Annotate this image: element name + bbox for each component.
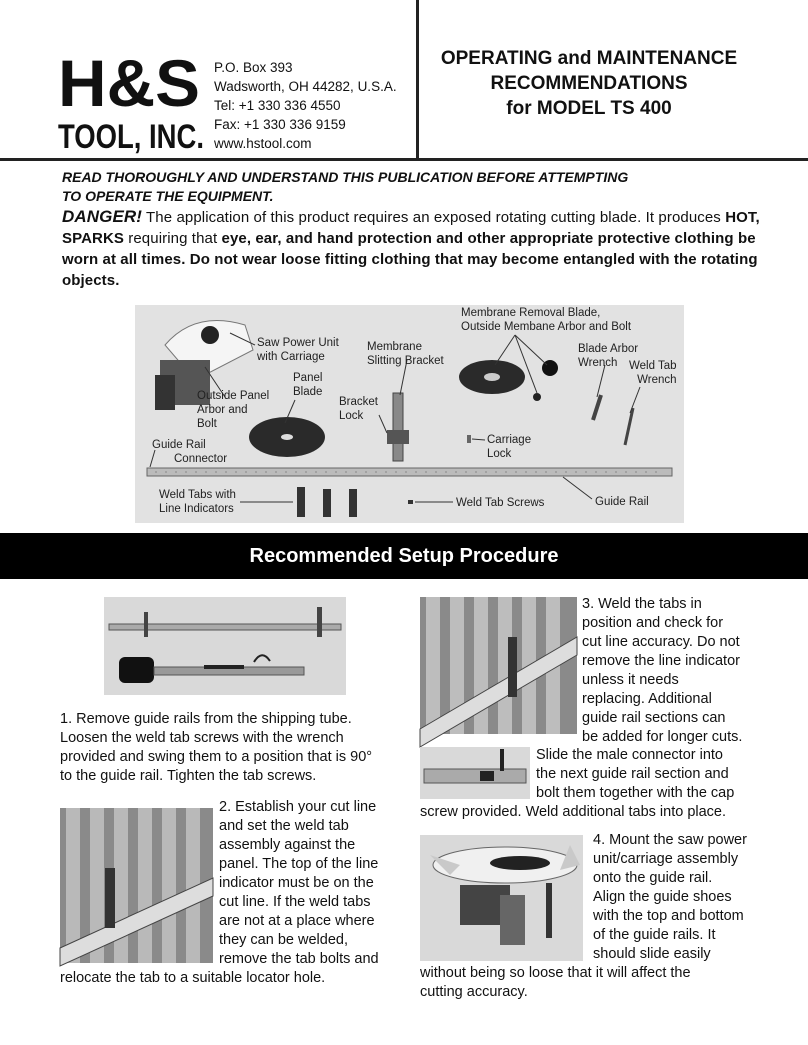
company-logo [58, 46, 208, 156]
step1-illustration [104, 597, 346, 695]
title-line-2: RECOMMENDATIONS [490, 73, 688, 94]
label-outside-panel: Outside Panel Arbor and Bolt [197, 390, 270, 430]
warning-line-1: READ THOROUGHLY AND UNDERSTAND THIS PUBLICATION BEFORE ATTEMPTING [62, 169, 629, 185]
step4-photo [420, 835, 583, 961]
logo-top: H&S [58, 46, 200, 120]
read-warning [62, 168, 762, 206]
label-bracket-lock: Bracket Lock [339, 396, 378, 422]
parts-photo [135, 305, 684, 523]
step3-connector-photo [420, 747, 530, 799]
telephone: Tel: +1 330 336 4550 [214, 98, 341, 113]
step3-photo [420, 597, 577, 734]
warning-line-2: TO OPERATE THE EQUIPMENT. [62, 188, 274, 204]
step1-photo [104, 597, 346, 695]
danger-text-1: The application of this product requires an exposed rotating cutting blade. It produces [142, 209, 726, 226]
label-panel-blade: Panel Blade [293, 372, 323, 398]
label-carriage-lock: Carriage Lock [487, 434, 532, 460]
danger-text-2: requiring that [124, 230, 222, 247]
label-weld-tab-wrench: Weld Tab Wrench [629, 360, 677, 386]
step3-text-b: Slide the male connector into the next guide rail section and bolt them together with the cap [536, 747, 735, 801]
step4-text-tail: without being so loose that it will affect the cutting accuracy. [420, 965, 691, 1000]
document-title [420, 46, 758, 121]
title-line-1: OPERATING and MAINTENANCE [440, 48, 738, 69]
label-guide-rail: Guide Rail [595, 496, 649, 508]
danger-label: DANGER! [62, 207, 143, 226]
label-weld-tabs: Weld Tabs with Line Indicators [159, 489, 236, 515]
title-line-3: for MODEL TS 400 [506, 98, 672, 119]
step1-text: 1. Remove guide rails from the shipping tube. Loosen the weld tab screws with the wrench provided and swing them to a position that is 90° to the guide rail. Tighten the tab screws. [60, 711, 373, 784]
danger-notice [62, 206, 768, 291]
fax: Fax: +1 330 336 9159 [214, 117, 346, 132]
danger-bold-1: HOT, SPARKS [62, 209, 760, 247]
step2-text-tail: relocate the tab to a suitable locator hole. [60, 970, 326, 986]
label-guide-rail-connector: Guide Rail Connector [152, 439, 228, 465]
website-link[interactable]: www.hstool.com [214, 136, 312, 151]
po-box: P.O. Box 393 [214, 60, 293, 75]
header-divider [0, 158, 808, 161]
city: Wadsworth, OH 44282, U.S.A. [214, 79, 397, 94]
label-membrane-slitting: Membrane Slitting Bracket [367, 341, 444, 367]
header-vertical-divider [416, 0, 419, 160]
label-saw-power: Saw Power Unit with Carriage [257, 337, 339, 363]
step4-text: 4. Mount the saw power unit/carriage assembly onto the guide rail. Align the guide shoes with the top and bottom of the guide rails. It should slide easily [593, 832, 747, 962]
step3-text: 3. Weld the tabs in position and check for cut line accuracy. Do not remove the line indicator unless it needs replacing. Additional guide rail sections can be added for longer cuts. [582, 596, 743, 745]
label-weld-tab-screws: Weld Tab Screws [456, 497, 545, 509]
contact-block [214, 58, 397, 153]
danger-bold-2: eye, ear, and hand protection and other appropriate protective clothing be worn at all times. Do not wear loose fitting clothing that may become entangled with the rotating objects. [62, 230, 758, 289]
step2-text: 2. Establish your cut line and set the weld tab assembly against the panel. The top of the line indicator must be on the cut line. If the weld tabs are not at a place where they can be welded, remove the tab bolts and [219, 799, 379, 967]
logo-bottom: TOOL, INC. [58, 118, 204, 156]
label-blade-arbor-wrench: Blade Arbor Wrench [578, 343, 639, 369]
step4-illustration [420, 835, 583, 961]
connector-illustration [420, 747, 530, 799]
section-banner: Recommended Setup Procedure [0, 533, 808, 579]
step3-text-tail: screw provided. Weld additional tabs into place. [420, 804, 727, 820]
step2-photo [60, 808, 213, 963]
label-membrane-removal: Membrane Removal Blade, Outside Membane Arbor and Bolt [461, 307, 632, 333]
step2-illustration [60, 808, 213, 963]
step3-illustration [420, 597, 577, 734]
